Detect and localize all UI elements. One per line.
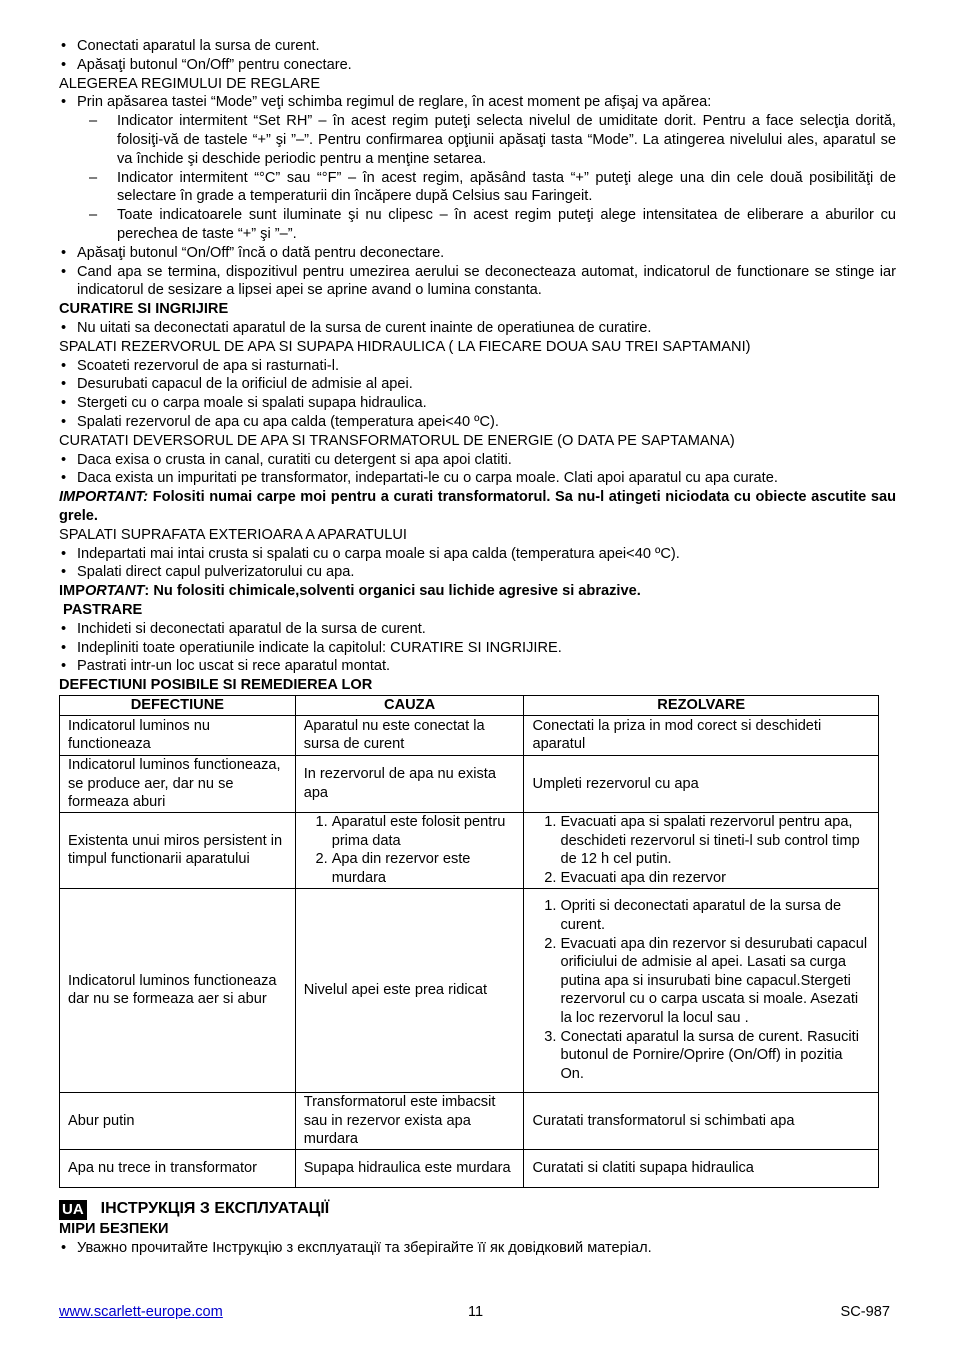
website-link[interactable]: www.scarlett-europe.com	[59, 1304, 223, 1320]
table-cell: Transformatorul este imbacsit sau in rezervor exista apa murdara	[295, 1092, 524, 1149]
list-item: • Desurubati capacul de la orificiul de admisie al apei.	[59, 375, 896, 394]
list-item: 2. Evacuati apa din rezervor	[560, 869, 870, 888]
table-cell: Indicatorul luminos functioneaza dar nu se formeaza aer si abur	[60, 888, 296, 1092]
table-cell	[524, 812, 879, 888]
section-heading: CURATIRE SI INGRIJIRE	[59, 301, 229, 318]
list-item: 1. Aparatul este folosit pentru prima data	[332, 813, 516, 850]
table-cell: Existenta unui miros persistent in timpul functionarii aparatului	[60, 812, 296, 888]
table-row	[60, 1149, 879, 1187]
list-item: • Apăsaţi butonul “On/Off” încă o dată pentru deconectare.	[59, 244, 896, 263]
table-row	[60, 755, 879, 812]
table-cell	[524, 888, 879, 1092]
section-heading: МІРИ БЕЗПЕКИ	[59, 1220, 169, 1237]
list-item: • Cand apa se termina, dispozitivul pentru umezirea aerului se deconecteaza automat, indicatorul de functionare se stinge iar indicatorul de sesizare a lipsei apei se aprine avand o lumina constanta.	[59, 263, 896, 301]
page-number: 11	[468, 1304, 484, 1320]
list-item: • Nu uitati sa deconectati aparatul de la sursa de curent inainte de operatiunea de curatire.	[59, 319, 896, 338]
list-item: 1. Evacuati apa si spalati rezervorul pentru apa, deschideti rezervorul si tineti-l sub control timp de 12 h cel putin.	[560, 813, 870, 869]
table-cell: Conectati la priza in mod corect si deschideti aparatul	[524, 715, 879, 755]
list-item: 2. Evacuati apa din rezervor si desurubati capacul orificiului de admisie al apei. Lasati sa curga putina apa si insurubati bine capacul.Stergeti rezervorul cu o carpa uscata si moale. Asezati la loc rezervorul la locul sau .	[560, 935, 870, 1028]
table-cell: Indicatorul luminos functioneaza, se produce aer, dar nu se formeaza aburi	[60, 755, 296, 812]
section-heading: ALEGEREA REGIMULUI DE REGLARE	[59, 75, 321, 92]
column-header: REZOLVARE	[524, 695, 879, 715]
important-text: : Nu folositi chimicale,solventi organici sau lichide agresive si abrazive.	[144, 583, 641, 600]
list-item: • Stergeti cu o carpa moale si spalati supapa hidraulica.	[59, 394, 896, 413]
important-label-a: IMP	[59, 583, 85, 600]
list-item: • Scoateti rezervorul de apa si rasturnati-l.	[59, 357, 896, 376]
table-cell: Curatati transformatorul si schimbati apa	[524, 1092, 879, 1149]
list-item: 2. Apa din rezervor este murdara	[332, 850, 516, 887]
column-header: DEFECTIUNE	[60, 695, 296, 715]
section-heading: CURATATI DEVERSORUL DE APA SI TRANSFORMATORUL DE ENERGIE (O DATA PE SAPTAMANA)	[59, 432, 735, 449]
table-cell: Umpleti rezervorul cu apa	[524, 755, 879, 812]
list-item: • Уважно прочитайте Інструкцію з експлуатації та зберігайте її як довідковий матеріал.	[59, 1239, 896, 1258]
list-item: • Spalati rezervorul de apa cu apa calda (temperatura apei<40 ºC).	[59, 413, 896, 432]
important-text: Folositi numai carpe moi pentru a curati transformatorul. Sa nu-l atingeti niciodata cu obiecte ascutite sau grele.	[59, 489, 896, 524]
table-row	[60, 812, 879, 888]
table-cell: Abur putin	[60, 1092, 296, 1149]
list-item: • Indepartati mai intai crusta si spalati cu o carpa moale si apa calda (temperatura apei<40 ºC).	[59, 545, 896, 564]
section-title: ІНСТРУКЦІЯ З ЕКСПЛУАТАЦІЇ	[100, 1200, 330, 1218]
model-number: SC-987	[840, 1304, 890, 1320]
dash-item: – Indicator intermitent “Set RH” – în acest regim puteţi selecta nivelul de umiditate dorit. Pentru a face selecţia dorită, folosiţi-vă de tastele “+” şi ”–”. Pentru confirmarea opţiunii apăsaţi tasta “Mode”. La atingerea nivelului ales, aparatul se va închide şi deschide periodic pentru a menţine setarea.	[59, 112, 896, 168]
column-header: CAUZA	[295, 695, 524, 715]
list-item: • Apăsaţi butonul “On/Off” pentru conectare.	[59, 56, 896, 75]
list-item: • Pastrati intr-un loc uscat si rece aparatul montat.	[59, 657, 896, 676]
table-header-row	[60, 695, 879, 715]
ua-section-header	[59, 1200, 896, 1220]
table-cell: Indicatorul luminos nu functioneaza	[60, 715, 296, 755]
table-cell: Apa nu trece in transformator	[60, 1149, 296, 1187]
list-item: • Indepliniti toate operatiunile indicate la capitolul: CURATIRE SI INGRIJIRE.	[59, 639, 896, 658]
important-note	[59, 582, 896, 601]
list-item: • Inchideti si deconectati aparatul de la sursa de curent.	[59, 620, 896, 639]
dash-item: – Indicator intermitent “°C” sau “°F” – în acest regim, apăsând tasta “+” puteţi alege una din cele două posibilităţi de selectare în grade a temperaturii din încăpere după Celsius sau Faringeit.	[59, 169, 896, 207]
section-heading: PASTRARE	[59, 601, 143, 618]
table-row	[60, 1092, 879, 1149]
list-item: • Conectati aparatul la sursa de curent.	[59, 37, 896, 56]
section-heading: SPALATI SUPRAFATA EXTERIOARA A APARATULUI	[59, 526, 407, 543]
table-cell: Aparatul nu este conectat la sursa de curent	[295, 715, 524, 755]
section-heading: SPALATI REZERVORUL DE APA SI SUPAPA HIDRAULICA ( LA FIECARE DOUA SAU TREI SAPTAMANI)	[59, 338, 751, 355]
defects-table	[59, 695, 879, 1188]
important-label-b: ORTANT	[84, 583, 145, 600]
table-cell: Nivelul apei este prea ridicat	[295, 888, 524, 1092]
list-item: • Prin apăsarea tastei “Mode” veţi schimba regimul de reglare, în acest moment pe afişaj va apărea:	[59, 93, 896, 112]
page-footer	[59, 1303, 890, 1323]
table-cell: Curatati si clatiti supapa hidraulica	[524, 1149, 879, 1187]
table-cell: In rezervorul de apa nu exista apa	[295, 755, 524, 812]
list-item: 3. Conectati aparatul la sursa de curent. Rasuciti butonul de Pornire/Oprire (On/Off) in pozitia On.	[560, 1028, 870, 1084]
dash-item: – Toate indicatoarele sunt iluminate şi nu clipesc – în acest regim puteţi alege intensitatea de eliberare a aburilor cu perechea de taste “+” şi ”–”.	[59, 206, 896, 244]
section-heading: DEFECTIUNI POSIBILE SI REMEDIEREA LOR	[59, 677, 373, 694]
table-cell: Supapa hidraulica este murdara	[295, 1149, 524, 1187]
language-badge: UA	[59, 1200, 87, 1220]
list-item: 1. Opriti si deconectati aparatul de la sursa de curent.	[560, 897, 870, 934]
table-row	[60, 888, 879, 1092]
table-cell	[295, 812, 524, 888]
list-item: • Spalati direct capul pulverizatorului cu apa.	[59, 563, 896, 582]
table-row	[60, 715, 879, 755]
important-note	[59, 488, 896, 526]
important-label: IMPORTANT:	[59, 489, 149, 506]
list-item: • Daca exista un impuritati pe transformator, indepartati-le cu o carpa moale. Clati apoi aparatul cu apa curate.	[59, 469, 896, 488]
document-page	[59, 37, 896, 1257]
list-item: • Daca exisa o crusta in canal, curatiti cu detergent si apa apoi clatiti.	[59, 451, 896, 470]
